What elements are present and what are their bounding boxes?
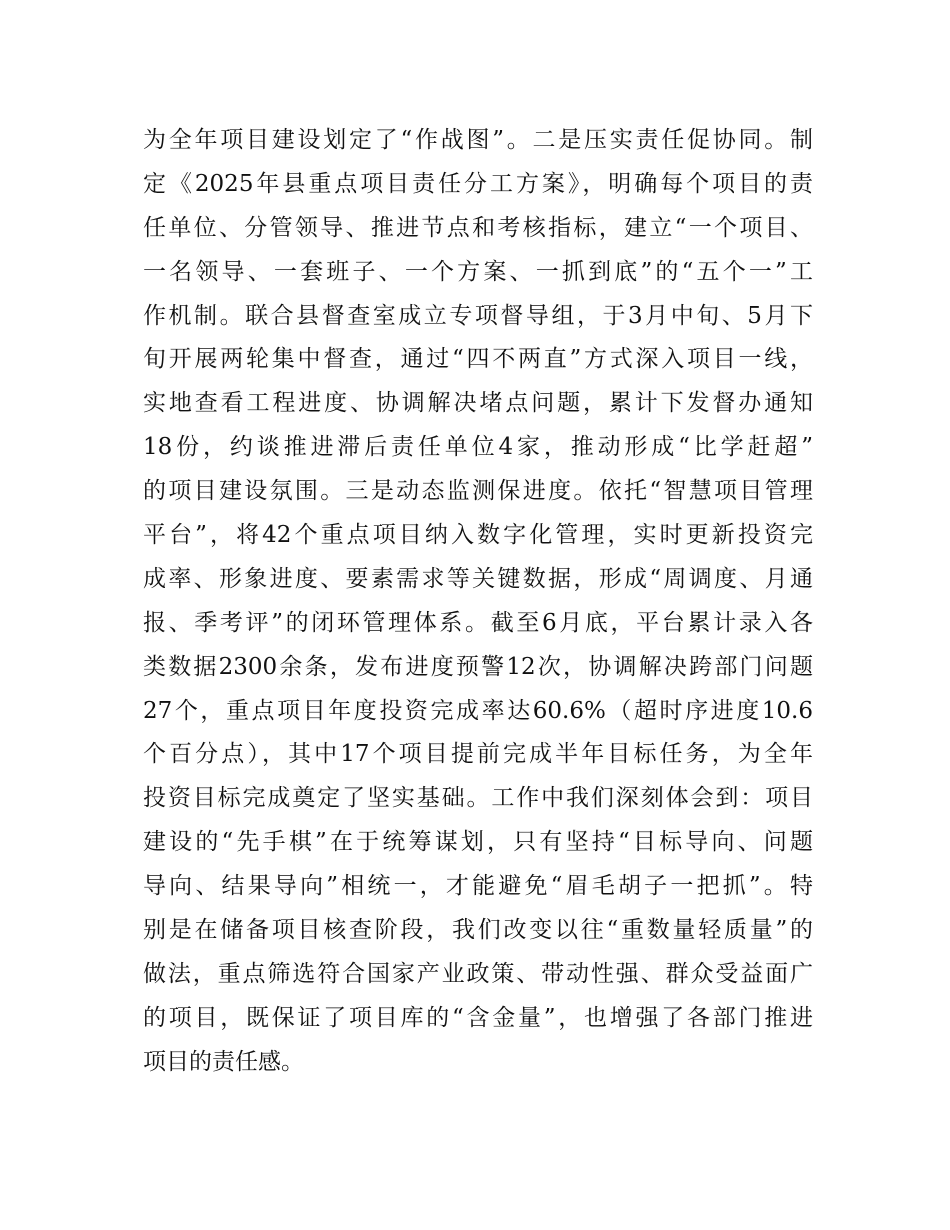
text-line: 平台”，将42个重点项目纳入数字化管理，实时更新投资完 — [143, 522, 813, 549]
text-line: 报、季考评”的闭环管理体系。截至6月底，平台累计录入各 — [143, 609, 813, 636]
text-line: 任单位、分管领导、推进节点和考核指标，建立“一个项目、 — [143, 214, 813, 241]
text-line: 类数据2300余条，发布进度预警12次，协调解决跨部门问题 — [143, 653, 813, 680]
text-line: 个百分点），其中17个项目提前完成半年目标任务，为全年 — [143, 741, 813, 768]
text-line: 实地查看工程进度、协调解决堵点问题，累计下发督办通知 — [143, 390, 813, 417]
text-line: 建设的“先手棋”在于统筹谋划，只有坚持“目标导向、问题 — [143, 829, 813, 856]
text-line: 18份，约谈推进滞后责任单位4家，推动形成“比学赶超” — [143, 434, 813, 461]
text-line: 一名领导、一套班子、一个方案、一抓到底”的“五个一”工 — [143, 258, 813, 285]
text-line: 作机制。联合县督查室成立专项督导组，于3月中旬、5月下 — [143, 302, 813, 329]
text-line: 的项目建设氛围。三是动态监测保进度。依托“智慧项目管理 — [143, 478, 813, 505]
text-line: 投资目标完成奠定了坚实基础。工作中我们深刻体会到：项目 — [143, 785, 813, 812]
body-paragraph — [143, 119, 813, 1085]
text-line: 为全年项目建设划定了“作战图”。二是压实责任促协同。制 — [143, 127, 813, 153]
text-line: 27个，重点项目年度投资完成率达60.6%（超时序进度10.6 — [143, 697, 813, 724]
text-line: 导向、结果导向”相统一，才能避免“眉毛胡子一把抓”。特 — [143, 873, 813, 900]
text-line: 项目的责任感。 — [143, 1048, 304, 1075]
text-line: 别是在储备项目核查阶段，我们改变以往“重数量轻质量”的 — [143, 917, 813, 944]
text-line: 成率、形象进度、要素需求等关键数据，形成“周调度、月通 — [143, 565, 813, 592]
text-line: 做法，重点筛选符合国家产业政策、带动性强、群众受益面广 — [143, 960, 813, 987]
text-line: 的项目，既保证了项目库的“含金量”，也增强了各部门推进 — [143, 1004, 813, 1031]
text-line: 定《2025年县重点项目责任分工方案》，明确每个项目的责 — [143, 170, 813, 197]
text-line: 旬开展两轮集中督查，通过“四不两直”方式深入项目一线， — [143, 346, 813, 373]
